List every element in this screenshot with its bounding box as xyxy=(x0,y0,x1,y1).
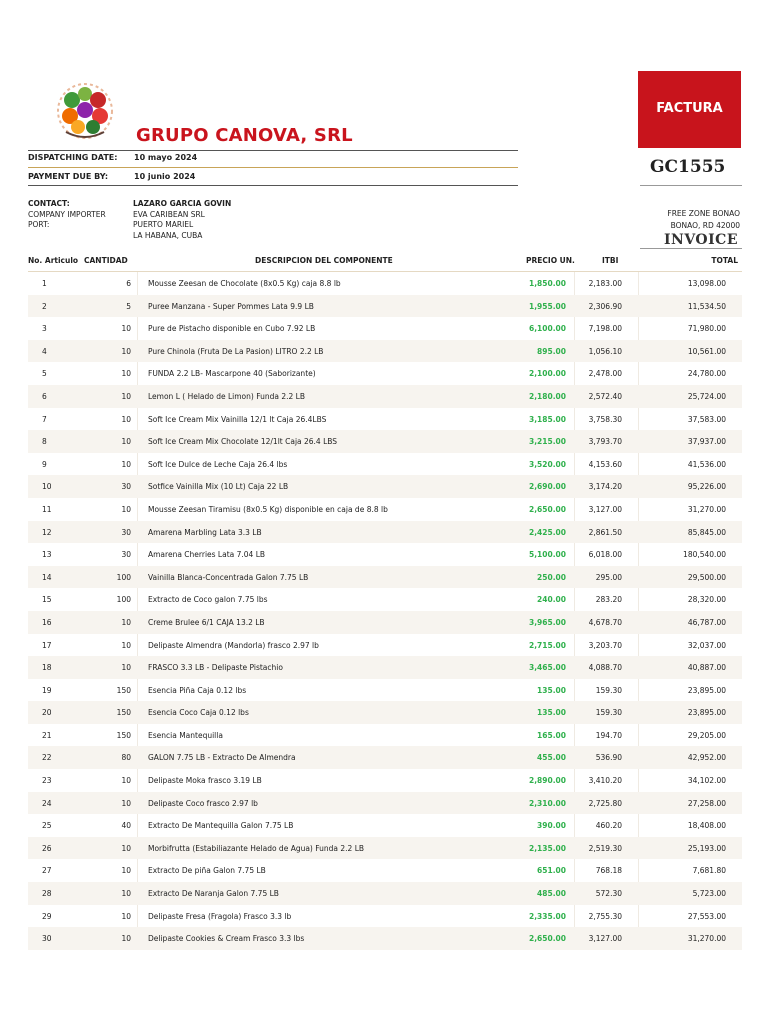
item-quantity: 10 xyxy=(121,776,131,786)
item-unit-price: 895.00 xyxy=(537,346,566,356)
meta-divider xyxy=(28,185,518,186)
item-unit-price: 2,425.00 xyxy=(528,527,566,537)
table-row xyxy=(28,475,742,498)
item-total: 28,320.00 xyxy=(687,595,726,605)
payment-due-value: 10 junio 2024 xyxy=(134,172,196,181)
line-items-table xyxy=(28,272,742,950)
item-number: 29 xyxy=(42,911,52,921)
item-quantity: 10 xyxy=(121,391,131,401)
item-description: Delipaste Moka frasco 3.19 LB xyxy=(148,776,262,786)
dispatching-date-label: DISPATCHING DATE: xyxy=(28,153,118,162)
item-number: 6 xyxy=(42,391,47,401)
item-itbi: 283.20 xyxy=(595,595,622,605)
item-itbi: 3,410.20 xyxy=(588,776,622,786)
item-total: 180,540.00 xyxy=(683,550,726,560)
item-unit-price: 240.00 xyxy=(537,595,566,605)
item-total: 71,980.00 xyxy=(687,324,726,334)
header-desc: DESCRIPCION DEL COMPONENTE xyxy=(255,256,393,265)
table-row xyxy=(28,679,742,702)
item-unit-price: 3,215.00 xyxy=(528,437,566,447)
item-total: 40,887.00 xyxy=(687,663,726,673)
item-description: Delipaste Coco frasco 2.97 lb xyxy=(148,798,258,808)
city-value: LA HABANA, CUBA xyxy=(133,230,203,240)
item-itbi: 3,203.70 xyxy=(588,640,622,650)
item-description: Lemon L ( Helado de Limon) Funda 2.2 LB xyxy=(148,391,305,401)
item-number: 26 xyxy=(42,843,52,853)
item-unit-price: 3,185.00 xyxy=(528,414,566,424)
item-total: 29,500.00 xyxy=(687,572,726,582)
item-unit-price: 2,135.00 xyxy=(528,843,566,853)
item-unit-price: 2,180.00 xyxy=(528,391,566,401)
item-quantity: 10 xyxy=(121,504,131,514)
item-quantity: 100 xyxy=(116,595,131,605)
item-quantity: 10 xyxy=(121,369,131,379)
item-description: Delipaste Almendra (Mandorla) frasco 2.97 lb xyxy=(148,640,319,650)
item-quantity: 10 xyxy=(121,640,131,650)
table-row xyxy=(28,792,742,815)
item-itbi: 2,725.80 xyxy=(588,798,622,808)
invoice-number: GC1555 xyxy=(650,157,726,177)
item-itbi: 7,198.00 xyxy=(588,324,622,334)
item-total: 42,952.00 xyxy=(687,753,726,763)
item-quantity: 10 xyxy=(121,437,131,447)
item-quantity: 6 xyxy=(126,279,131,288)
fruit-basket-logo-icon xyxy=(52,80,118,142)
item-description: Vainilla Blanca-Concentrada Galon 7.75 LB xyxy=(148,572,309,582)
table-row xyxy=(28,859,742,882)
item-total: 32,037.00 xyxy=(687,640,726,650)
item-number: 14 xyxy=(42,572,52,582)
item-itbi: 159.30 xyxy=(595,708,622,718)
table-row xyxy=(28,746,742,769)
item-total: 29,205.00 xyxy=(687,730,726,740)
item-total: 7,681.80 xyxy=(692,866,726,876)
item-unit-price: 2,890.00 xyxy=(528,776,566,786)
item-itbi: 460.20 xyxy=(595,821,622,831)
item-quantity: 30 xyxy=(121,482,131,492)
item-quantity: 30 xyxy=(121,550,131,560)
item-itbi: 3,793.70 xyxy=(588,437,622,447)
item-number: 19 xyxy=(42,685,52,695)
item-unit-price: 3,965.00 xyxy=(528,617,566,627)
item-number: 20 xyxy=(42,708,52,718)
table-row xyxy=(28,701,742,724)
item-description: Pure Chinola (Fruta De La Pasion) LITRO 2.2 LB xyxy=(148,346,324,356)
item-description: Pure de Pistacho disponible en Cubo 7.92 LB xyxy=(148,324,316,334)
table-row xyxy=(28,272,742,295)
item-total: 95,226.00 xyxy=(687,482,726,492)
item-description: Puree Manzana - Super Pommes Lata 9.9 LB xyxy=(148,301,314,311)
item-itbi: 768.18 xyxy=(595,866,622,876)
item-unit-price: 1,955.00 xyxy=(528,301,566,311)
issuer-address-line2: BONAO, RD 42000 xyxy=(670,220,740,230)
item-description: Extracto De piña Galon 7.75 LB xyxy=(148,866,266,876)
item-description: Mousse Zeesan de Chocolate (8x0.5 Kg) caja 8.8 lb xyxy=(148,279,341,288)
item-total: 46,787.00 xyxy=(687,617,726,627)
item-number: 3 xyxy=(42,324,47,334)
item-quantity: 150 xyxy=(116,685,131,695)
item-itbi: 2,861.50 xyxy=(588,527,622,537)
item-total: 85,845.00 xyxy=(687,527,726,537)
header-qty: CANTIDAD xyxy=(84,256,128,265)
item-unit-price: 135.00 xyxy=(537,708,566,718)
item-quantity: 10 xyxy=(121,934,131,944)
item-description: Extracto de Coco galon 7.75 lbs xyxy=(148,595,268,605)
table-row xyxy=(28,385,742,408)
item-number: 12 xyxy=(42,527,52,537)
item-description: Delipaste Cookies & Cream Frasco 3.3 lbs xyxy=(148,934,305,944)
contact-name: LAZARO GARCIA GOVIN xyxy=(133,199,232,208)
item-number: 8 xyxy=(42,437,47,447)
item-total: 10,561.00 xyxy=(687,346,726,356)
item-unit-price: 3,520.00 xyxy=(528,459,566,469)
item-number: 21 xyxy=(42,730,52,740)
item-description: Amarena Cherries Lata 7.04 LB xyxy=(148,550,266,560)
table-row xyxy=(28,882,742,905)
item-total: 24,780.00 xyxy=(687,369,726,379)
item-unit-price: 6,100.00 xyxy=(528,324,566,334)
item-total: 5,723.00 xyxy=(692,889,726,899)
item-itbi: 3,127.00 xyxy=(588,504,622,514)
item-number: 5 xyxy=(42,369,47,379)
item-number: 11 xyxy=(42,504,52,514)
item-itbi: 2,478.00 xyxy=(588,369,622,379)
item-itbi: 295.00 xyxy=(595,572,622,582)
table-row xyxy=(28,769,742,792)
item-description: Sotfice Vainilla Mix (10 Lt) Caja 22 LB xyxy=(148,482,289,492)
item-description: Delipaste Fresa (Fragola) Frasco 3.3 lb xyxy=(148,911,292,921)
item-quantity: 10 xyxy=(121,414,131,424)
item-quantity: 5 xyxy=(126,301,131,311)
table-row xyxy=(28,905,742,928)
item-itbi: 6,018.00 xyxy=(588,550,622,560)
item-unit-price: 651.00 xyxy=(537,866,566,876)
table-row xyxy=(28,362,742,385)
item-number: 17 xyxy=(42,640,52,650)
table-row xyxy=(28,340,742,363)
table-row xyxy=(28,566,742,589)
item-itbi: 3,174.20 xyxy=(588,482,622,492)
item-quantity: 10 xyxy=(121,911,131,921)
item-total: 31,270.00 xyxy=(687,934,726,944)
table-row xyxy=(28,837,742,860)
item-number: 27 xyxy=(42,866,52,876)
table-row xyxy=(28,453,742,476)
item-unit-price: 2,310.00 xyxy=(528,798,566,808)
item-unit-price: 2,715.00 xyxy=(528,640,566,650)
item-description: Esencia Coco Caja 0.12 lbs xyxy=(148,708,249,718)
table-row xyxy=(28,295,742,318)
contact-label: CONTACT: xyxy=(28,199,70,208)
company-name: GRUPO CANOVA, SRL xyxy=(136,125,353,146)
invoice-label: INVOICE xyxy=(663,232,738,248)
item-unit-price: 2,100.00 xyxy=(528,369,566,379)
item-quantity: 10 xyxy=(121,889,131,899)
document-type-banner xyxy=(638,71,741,148)
item-quantity: 10 xyxy=(121,866,131,876)
item-itbi: 536.90 xyxy=(595,753,622,763)
item-unit-price: 485.00 xyxy=(537,889,566,899)
item-total: 23,895.00 xyxy=(687,708,726,718)
document-type-label: FACTURA xyxy=(656,101,723,116)
item-quantity: 10 xyxy=(121,324,131,334)
table-row xyxy=(28,611,742,634)
item-quantity: 40 xyxy=(121,821,131,831)
item-description: FUNDA 2.2 LB- Mascarpone 40 (Saborizante) xyxy=(148,369,316,379)
item-itbi: 4,153.60 xyxy=(588,459,622,469)
item-description: FRASCO 3.3 LB - Delipaste Pistachio xyxy=(148,663,283,673)
item-quantity: 10 xyxy=(121,459,131,469)
item-total: 37,937.00 xyxy=(687,437,726,447)
issuer-address-line1: FREE ZONE BONAO xyxy=(667,209,740,218)
item-description: GALON 7.75 LB - Extracto De Almendra xyxy=(148,753,296,763)
item-total: 11,534.50 xyxy=(687,301,726,311)
item-quantity: 100 xyxy=(116,572,131,582)
item-itbi: 194.70 xyxy=(595,730,622,740)
dispatching-date-row xyxy=(28,149,518,165)
item-total: 27,553.00 xyxy=(687,911,726,921)
header-itbi: ITBI xyxy=(602,256,619,265)
invoice-label-rule xyxy=(640,248,742,249)
item-itbi: 572.30 xyxy=(595,889,622,899)
item-description: Creme Brulee 6/1 CAJA 13.2 LB xyxy=(148,617,265,627)
payment-due-row xyxy=(28,168,518,184)
item-quantity: 30 xyxy=(121,527,131,537)
item-itbi: 2,755.30 xyxy=(588,911,622,921)
item-number: 16 xyxy=(42,617,52,627)
item-number: 1 xyxy=(42,279,47,288)
item-unit-price: 135.00 xyxy=(537,685,566,695)
item-description: Esencia Mantequilla xyxy=(148,730,223,740)
item-total: 25,193.00 xyxy=(687,843,726,853)
item-unit-price: 2,690.00 xyxy=(528,482,566,492)
table-row xyxy=(28,430,742,453)
item-description: Soft Ice Cream Mix Vainilla 12/1 lt Caja 26.4LBS xyxy=(148,414,327,424)
item-number: 7 xyxy=(42,414,47,424)
item-number: 25 xyxy=(42,821,52,831)
invoice-number-rule xyxy=(640,185,742,186)
item-unit-price: 2,335.00 xyxy=(528,911,566,921)
item-itbi: 2,519.30 xyxy=(588,843,622,853)
table-row xyxy=(28,543,742,566)
item-quantity: 10 xyxy=(121,617,131,627)
item-number: 22 xyxy=(42,753,52,763)
dispatching-date-value: 10 mayo 2024 xyxy=(134,153,198,162)
item-number: 23 xyxy=(42,776,52,786)
item-quantity: 10 xyxy=(121,843,131,853)
item-itbi: 4,678.70 xyxy=(588,617,622,627)
item-description: Extracto De Naranja Galon 7.75 LB xyxy=(148,889,279,899)
table-row xyxy=(28,634,742,657)
item-quantity: 150 xyxy=(116,730,131,740)
table-row xyxy=(28,927,742,950)
item-total: 41,536.00 xyxy=(687,459,726,469)
item-number: 15 xyxy=(42,595,52,605)
item-unit-price: 5,100.00 xyxy=(528,550,566,560)
table-row xyxy=(28,588,742,611)
item-quantity: 10 xyxy=(121,798,131,808)
table-row xyxy=(28,317,742,340)
item-number: 9 xyxy=(42,459,47,469)
table-row xyxy=(28,724,742,747)
item-unit-price: 1,850.00 xyxy=(528,279,566,288)
table-header xyxy=(28,251,742,271)
item-total: 18,408.00 xyxy=(687,821,726,831)
table-row xyxy=(28,408,742,431)
item-unit-price: 250.00 xyxy=(537,572,566,582)
item-total: 13,098.00 xyxy=(687,279,726,288)
item-number: 4 xyxy=(42,346,47,356)
item-total: 23,895.00 xyxy=(687,685,726,695)
port-label: PORT: xyxy=(28,220,50,229)
item-itbi: 2,572.40 xyxy=(588,391,622,401)
item-itbi: 4,088.70 xyxy=(588,663,622,673)
header-total: TOTAL xyxy=(711,256,738,265)
item-total: 25,724.00 xyxy=(687,391,726,401)
item-quantity: 150 xyxy=(116,708,131,718)
payment-due-label: PAYMENT DUE BY: xyxy=(28,172,109,181)
item-unit-price: 2,650.00 xyxy=(528,934,566,944)
item-unit-price: 455.00 xyxy=(537,753,566,763)
item-quantity: 10 xyxy=(121,346,131,356)
item-number: 18 xyxy=(42,663,52,673)
table-row xyxy=(28,814,742,837)
contact-labels xyxy=(28,199,106,231)
item-itbi: 1,056.10 xyxy=(588,346,622,356)
item-unit-price: 3,465.00 xyxy=(528,663,566,673)
item-total: 27,258.00 xyxy=(687,798,726,808)
table-row xyxy=(28,656,742,679)
company-importer-label: COMPANY IMPORTER xyxy=(28,209,106,219)
item-unit-price: 165.00 xyxy=(537,730,566,740)
port-value: PUERTO MARIEL xyxy=(133,220,194,229)
item-description: Extracto De Mantequilla Galon 7.75 LB xyxy=(148,821,294,831)
contact-values xyxy=(133,199,231,241)
item-itbi: 159.30 xyxy=(595,685,622,695)
item-unit-price: 2,650.00 xyxy=(528,504,566,514)
header-price: PRECIO UN. xyxy=(526,256,575,265)
item-description: Esencia Piña Caja 0.12 lbs xyxy=(148,685,247,695)
table-row xyxy=(28,498,742,521)
item-total: 31,270.00 xyxy=(687,504,726,514)
item-description: Amarena Marbling Lata 3.3 LB xyxy=(148,527,262,537)
item-itbi: 2,306.90 xyxy=(588,301,622,311)
item-description: Soft Ice Cream Mix Chocolate 12/1lt Caja 26.4 LBS xyxy=(148,437,338,447)
item-itbi: 3,127.00 xyxy=(588,934,622,944)
item-itbi: 2,183.00 xyxy=(588,279,622,288)
item-number: 30 xyxy=(42,934,52,944)
item-itbi: 3,758.30 xyxy=(588,414,622,424)
item-number: 28 xyxy=(42,889,52,899)
company-importer-value: EVA CARIBEAN SRL xyxy=(133,209,205,219)
item-unit-price: 390.00 xyxy=(537,821,566,831)
item-description: Morbifrutta (Estabiliazante Helado de Agua) Funda 2.2 LB xyxy=(148,843,365,853)
issuer-address xyxy=(667,208,740,231)
item-number: 2 xyxy=(42,301,47,311)
header-no: No. Articulo xyxy=(28,256,79,265)
item-total: 37,583.00 xyxy=(687,414,726,424)
item-quantity: 80 xyxy=(121,753,131,763)
item-number: 10 xyxy=(42,482,52,492)
item-description: Mousse Zeesan Tiramisu (8x0.5 Kg) disponible en caja de 8.8 lb xyxy=(148,504,388,514)
item-number: 24 xyxy=(42,798,52,808)
item-total: 34,102.00 xyxy=(687,776,726,786)
table-row xyxy=(28,521,742,544)
item-description: Soft Ice Dulce de Leche Caja 26.4 lbs xyxy=(148,459,288,469)
item-quantity: 10 xyxy=(121,663,131,673)
item-number: 13 xyxy=(42,550,52,560)
